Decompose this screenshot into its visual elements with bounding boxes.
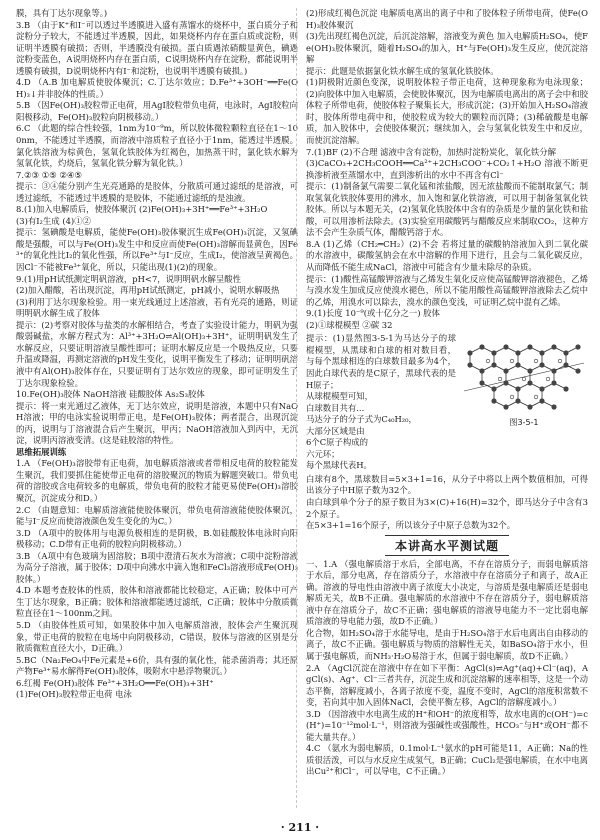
- column-divider: [296, 8, 297, 808]
- text-line: (2)形成红褐色沉淀 电解质电离出的离子中和了胶体粒子所带电荷，使Fe(OH)₃胶体聚沉: [306, 8, 588, 30]
- text-line: 10.Fe(OH)₃胶体 NaOH溶液 硅酸胶体 As₂S₃胶体: [16, 389, 205, 400]
- text-line: 在5×3+1=16个原子，所以该分子中原子总数为32个。: [306, 520, 516, 531]
- text-line: 提示：将一束光通过乙液体，无丁达尔效应，说明是溶液，本题中只有NaOH溶液；甲的电泳实验说明带正电，是Fe(OH)₃胶体；两者混合，出现沉淀的丙，说明与丁溶液混合后产生聚沉，甲丙；NaOH溶液加入到丙中，无沉淀，说明丙溶液变清。(这是硅胶溶的特性。: [16, 400, 298, 446]
- text-line: 4.D （A.B 加电解质使胶体聚沉；C.丁达尔效应；D.Fe³⁺+3OH⁻══Fe(OH)₃↓并非胶体的性质。）: [16, 77, 298, 99]
- text-line: 5.B （因Fe(OH)₃胶粒带正电荷，用AgI胶粒带负电荷，电泳时，AgI胶粒向阳极移动，Fe(OH)₃胶粒向阴极移动。）: [16, 100, 298, 122]
- text-line: 4.C （氨水为弱电解质，0.1mol·L⁻¹氨水的pH可能是11，A正确；Na的性质很活泼，可以与水反应生成氢气，B正确；CuCl₂是强电解质，在水中电离出Cu²⁺和Cl⁻，可以导电，C不正确。）: [306, 743, 588, 777]
- text-line: 提示：此题是依据氯化铁水解生成的氢氧化铁胶体。: [306, 65, 499, 76]
- text-line: 3.B （A项中有色玻璃为固溶胶；B项中澄清石灰水为溶液；C项中淀粉溶液为高分子溶液，属于胶体；D项中向沸水中滴入饱和FeCl₃溶液形成Fe(OH)₃胶体。）: [16, 550, 298, 584]
- text-line: 3.B （由于K⁺和I⁻可以透过半透膜进入盛有蒸馏水的烧杯中，蛋白质分子和淀粉分子较大，不能透过半透膜，因此，如果烧杯内存在蛋白质或淀粉，则证明半透膜有破损；否则，半透膜没有破损。蛋白质遇浓硝酸显黄色，碘遇淀粉变蓝色，A说明烧杯内存在蛋白质，C说明烧杯内存在淀粉，都能说明半透膜有破损，D说明烧杯内有I⁻和淀粉，也说明半透膜有破损。): [16, 19, 298, 76]
- text-line: 7.②③ ①⑤ ②④⑤: [16, 169, 82, 180]
- text-line: 白球数目共有...: [306, 402, 365, 413]
- text-line: (1)阴极附近颜色变深，说明胶体粒子带正电荷，这种现象称为电泳现象；(2)向胶体中加入电解质，会使胶体聚沉，因为电解质电离出的离子会中和胶体粒子所带电荷，使胶体粒子聚集长大，形成沉淀；(3)开始加入H₂SO₄溶液时，胶体所带电荷中和，使胶粒成为较大的颗粒而沉降；(3)稀硫酸是电解质，加入胶体中，会使胶体聚沉；继续加入，会与氢氧化铁发生中和反应，而使沉淀溶解。: [306, 77, 588, 146]
- left-column: [16, 8, 298, 808]
- text-line: 化合物，如H₂SO₄溶于水能导电，是由于H₂SO₄溶于水后电离出自由移动的离子，故C不正确。强电解质与物质的溶解性无关，如BaSO₄溶于水小，但属于强电解质，而NH₃·H₂O易溶于水，但属于弱电解质，故D不正确。）: [306, 627, 588, 661]
- text-line: 5.BC（Na₂FeO₄中Fe元素是+6价，具有强的氧化性，能杀菌消毒；其还原产物Fe³⁺易水解得Fe(OH)₃胶体，吸附水中悬浮物聚沉。）: [16, 654, 298, 677]
- text-line: 六元环；: [306, 448, 340, 459]
- text-line: 6个C原子构成的: [306, 437, 368, 448]
- text-line: 6.红褐 Fe(OH)₃胶体 Fe³⁺+3H₂O══Fe(OH)₃+3H⁺: [16, 677, 214, 688]
- molecule-figure: [460, 333, 588, 429]
- page-number: · 211 ·: [280, 821, 320, 834]
- text-line: (1)Fe(OH)₃胶粒带正电荷 电泳: [16, 689, 132, 700]
- text-line: 5.D （由胶体性质可知，如果胶体中加入电解质溶液，胶体会产生聚沉现象，带正电荷的胶粒在电场中向阴极移动，C错误，胶体与溶液的区别是分散质微粒直径大小，D正确。）: [16, 619, 298, 654]
- text-line: (2)①球棍模型 ②碳 32: [306, 319, 393, 330]
- text-line: 7.(1)BF (2)不合理 滤液中含有淀粉，加热时淀粉炭化，氧化铁分解: [306, 146, 557, 157]
- graphite-structure-diagram: [460, 333, 588, 417]
- text-line: (3)利用丁达尔现象检验。用一束光线通过上述溶液，若有光亮的通路，则证明明矾水解生成了胶体: [16, 296, 298, 319]
- text-line: (3)有I₂生成 (4)①②: [16, 215, 91, 226]
- right-column: [306, 8, 588, 808]
- text-line: 6.C （此题的综合性较强，1nm为10⁻⁹m，所以胶体微粒颗粒直径在1～100nm，不能透过半透膜，而溶液中溶质粒子直径小于1nm，能透过半透膜。氯化铁溶液为棕黄色，氢氧化铁胶体为红褐色，加热蒸干时，氯化铁水解为氢氧化铁，灼烧后，氢氧化铁分解为氧化铁。）: [16, 123, 298, 169]
- text-line: 马达分子的分子式为C₄₀H₂₀，: [306, 414, 417, 425]
- text-line: 3.D （因溶液中水电离生成的H⁺和OH⁻的浓度相等，故水电离的c(OH⁻)=c(H⁺)=10⁻¹²mol·L⁻¹，则溶液为强碱性或强酸性，HCO₃⁻与H⁺或OH⁻都不能大量共存。）: [306, 708, 588, 742]
- text-line: 提示：(1)酸性高锰酸钾溶液与乙烯发生氧化反应使高锰酸钾溶液褪色，乙烯与溴水发生加成反应使溴水褪色，所以不能用酸性高锰酸钾溶液除去乙烷中的乙烯，用溴水可以除去，溴水的颜色变浅，可证明乙烷中混有乙烯。: [306, 273, 588, 307]
- text-line: 8.(1)加入电解质后，使胶体聚沉 (2)Fe(OH)₃+3H⁺══Fe³⁺+3H₂O: [16, 204, 268, 215]
- text-line: 1.A （Fe(OH)₃溶胶带有正电荷，加电解质溶液或者带相反电荷的胶粒能发生聚沉，我们要抓住能使带正电荷的溶胶聚沉的物质为解题突破口。带负电荷的溶胶或含电荷较多的电解质，带负电荷的胶粒才能更易使Fe(OH)₃溶胶聚沉，沉淀成分和D。）: [16, 458, 298, 503]
- text-line: 提示：(2)考察对胶体与盐类的水解相结合，考查了实验设计能力，明矾为强酸弱碱盐，水解方程式为：Al³⁺+3H₂O⇌Al(OH)₃+3H⁺，证明明矾发生了水解反应，只要证明溶液呈酸性即可；证明水解反应是一个吸热反应，只要升温或降温，再测定溶液的pH发生变化，说明平衡发生了移动；证明明矾溶液中有Al(OH)₃胶体存在，只要证明有丁达尔效应的现象，即可证明发生了丁达尔现象检验。: [16, 319, 298, 388]
- text-line: 一、1.A （强电解质溶于水后，全部电离，不存在溶质分子，而弱电解质溶于水后，部分电离，存在溶质分子，水溶液中存在溶质分子和离子，故A正确。溶液的导电性由溶液中离子浓度大小决定，与溶质是强电解质还是弱电解质无关，故B不正确。强电解质的水溶液中不存在溶质分子，弱电解质溶液中存在溶质分子，故C不正确；强电解质的溶液导电能力不一定比弱电解质溶液的导电能力强，故D不正确。）: [306, 558, 588, 627]
- text-line: 每个黑球代表H。: [306, 460, 372, 471]
- figure-caption: 图3-5-1: [509, 418, 539, 428]
- text-line: 提示：(1)显然图3-5-1为马达分子的球棍模型，从黑球和白球的相对数目看，与每个黑球相连的白球数目最多为4个，因此白球代表的是C原子，黑球代表的是H原子；: [306, 333, 456, 390]
- text-line: 9.(1)长度 10⁻⁹(或十亿分之一) 胶体: [306, 308, 440, 319]
- text-line: 白球有8个，黑球数目=5×3+1=16，从分子中将以上两个数值相加，可得出该分子中H原子数为32个。: [306, 473, 588, 496]
- text-line: 从球棍模型可知，: [306, 391, 373, 402]
- text-line: 思维拓展训练: [16, 446, 67, 457]
- text-line: 2.A （AgCl沉淀在溶液中存在如下平衡：AgCl(s)⇌Ag⁺(aq)+Cl⁻(aq)，AgCl(s)、Ag⁺、Cl⁻三者共存，沉淀生成和沉淀溶解的速率相等，这是一个动态平衡，溶解度减小，各离子浓度不变，温度不变时，AgCl的溶度积常数不变，若向其中加入固体NaCl，会使平衡左移，AgCl的溶解度减小。）: [306, 662, 588, 708]
- section-title: 本讲高水平测试题: [306, 535, 588, 556]
- text-line: 8.A (1)乙烯（CH₂═CH₂）(2)不会 若将过量的碳酸钠溶液加入到二氧化碳的水溶液中，碳酸氢钠会在水中溶解的作用下进行，且会与二氧化碳反应，从而降低不能生成NaCl，溶液中可能含有少量未除尽的杂质。: [306, 238, 588, 273]
- text-line: 大部分区域是由: [306, 425, 365, 436]
- text-line: 4.D 本题考查胶体的性质，胶体和溶液都能比较稳定，A正确；胶体中可产生丁达尔现象，B正确；胶体和溶液都能透过滤纸，C正确；胶体中分散质微粒直径在1～100nm之间。: [16, 585, 298, 619]
- text-line: 9.(1)用pH试纸测定明矾溶液，pH<7，说明明矾水解呈酸性: [16, 273, 242, 284]
- text-line: 2.C （由题意知：电解质溶液能使胶体聚沉，带负电荷溶液能使胶体聚沉，能与I⁻反应而使溶液颜色发生变化的为C。）: [16, 504, 298, 527]
- figure-side-text: [306, 333, 456, 472]
- text-line: (2)加入醋酸，若出现沉淀，再用pH试纸测定，pH减小，说明水解吸热: [16, 285, 280, 296]
- text-line: (3)先出现红褐色沉淀，后沉淀溶解，溶液变为黄色 加入电解质H₂SO₄，使Fe(OH)₃胶体聚沉，随着H₂SO₄的加入，H⁺与Fe(OH)₃发生反应，使沉淀溶解: [306, 31, 588, 65]
- text-line: 3.D （A项中的胶体用与电源负极相连的是阴极，B.如硅酸胶体电泳时向阳极移动；C.D带有正电荷的胶粒向阴极移动。）: [16, 527, 298, 550]
- text-line: 由白球到单个分子的原子数目为3×(C)+16(H)=32个，即马达分子中含有32个原子。: [306, 496, 588, 519]
- text-line: 提示：氢碘酸是电解质，能使Fe(OH)₃胶体聚沉生成Fe(OH)₃沉淀，又氢碘酸是强酸，可以与Fe(OH)₃发生中和反应而使Fe(OH)₃溶解而显黄色，因Fe³⁺的氧化性比I₂的氧化性强，所以Fe³⁺与I⁻反应，生成I₂，使溶液呈黄褐色。因Cl⁻不能被Fe³⁺氧化，所以，只能出现(1)(2)的现象。: [16, 227, 298, 273]
- text-line: (3)CaCO₃+2CH₃COOH══Ca²⁺+2CH₃COO⁻+CO₂↑+H₂O 溶液不断更换渗析液至蒸馏水中，直到渗析出的水中不再含有Cl⁻: [306, 158, 588, 180]
- text-line: 提示：③④能分别产生光亮通路的是胶体，分散质可通过滤纸的是溶液，可透过滤纸，不能透过半透膜的是胶体，不能通过滤纸的是浊液。: [16, 181, 298, 203]
- text-line: 膜，具有丁达尔现象等。): [16, 8, 108, 18]
- figure-block: [306, 333, 588, 472]
- text-line: 提示：(1)制备氯气需要二氧化锰和浓盐酸，因无浓盐酸而不能制取氯气；制取氢氧化铁胶体要用的沸水，加入饱和氯化铁溶液，可以用于制备氢氧化铁胶体。所以与本题无关，(2)氢氧化铁胶体中含有的杂质是少量的氯化铁和盐酸，可以用渗析法除去。(3)实验室用碳酸钙与醋酸反应来制取CO₂，这种方法不会产生杂质气体，醋酸钙溶于水。: [306, 181, 588, 238]
